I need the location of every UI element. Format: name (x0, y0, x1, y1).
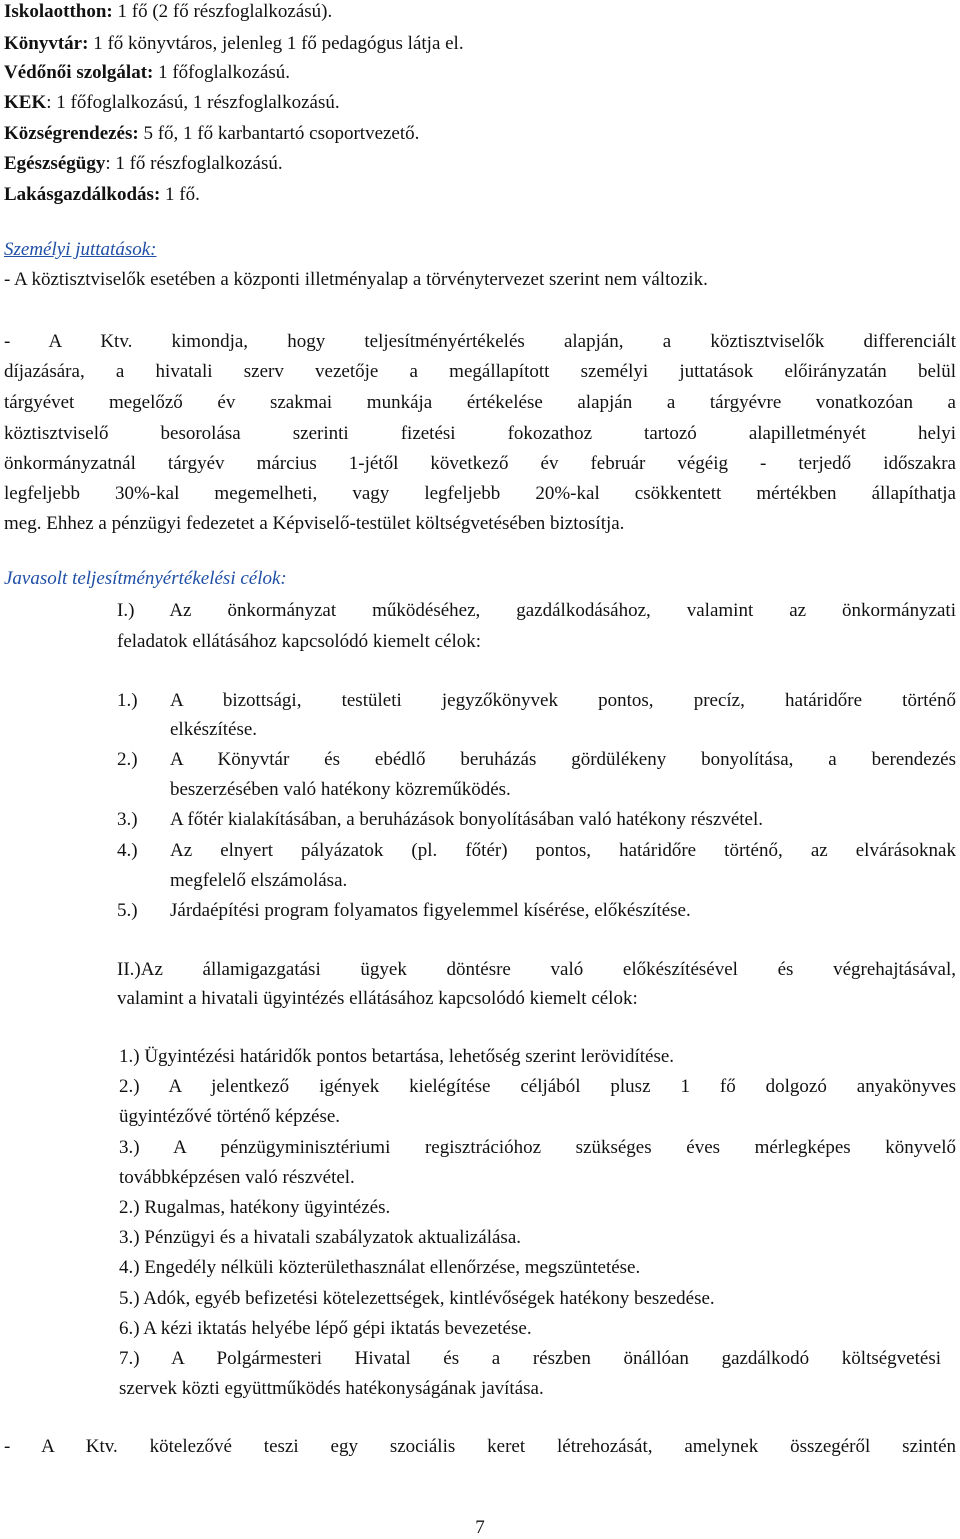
goal-ii-item: 6.) A kézi iktatás helyébe lépő gépi iktatás bevezetése. (119, 1318, 532, 1339)
goal-item-text: Járdaépítési program folyamatos figyelemmel kísérése, előkészítése. (170, 900, 691, 921)
closing-line: - A Ktv. kötelezővé teszi egy szociális keret létrehozását, amelynek összegéről szintén (4, 1436, 956, 1457)
paragraph-line: díjazására, a hivatali szerv vezetője a megállapított személyi juttatások előirányzatán belül (4, 361, 956, 382)
goal-ii-item: 5.) Adók, egyéb befizetési kötelezettségek, kintlévőségek hatékony beszedése. (119, 1288, 715, 1309)
goal-item-number: 2.) (117, 749, 138, 770)
paragraph-line: legfeljebb 30%-kal megemelheti, vagy legfeljebb 20%-kal csökkentett mértékben állapíthatja (4, 483, 956, 504)
goal-ii-item: 2.) A jelentkező igények kielégítése céljából plusz 1 fő dolgozó anyakönyves (119, 1076, 956, 1097)
goal-ii-item: 3.) Pénzügyi és a hivatali szabályzatok aktualizálása. (119, 1227, 522, 1248)
staff-line-health: Egészségügy: 1 fő részfoglalkozású. (4, 153, 283, 174)
goal-item-text: A Könyvtár és ebédlő beruházás gördülékeny bonyolítása, a berendezés (170, 749, 956, 770)
goal-item-number: 1.) (117, 690, 138, 711)
paragraph-line: köztisztviselő besorolása szerinti fizetési fokozathoz tartozó alapilletményét helyi (4, 423, 956, 444)
section-i-heading: I.) Az önkormányzat működéséhez, gazdálkodásához, valamint az önkormányzati (117, 600, 956, 621)
section-i-heading-cont: feladatok ellátásához kapcsolódó kiemelt célok: (117, 631, 482, 652)
staff-line-health-visitor: Védőnői szolgálat: 1 főfoglalkozású. (4, 62, 291, 83)
paragraph-line: - A Ktv. kimondja, hogy teljesítményértékelés alapján, a köztisztviselők differenciált (4, 331, 956, 352)
goal-ii-item-cont: továbbképzésen való részvétel. (119, 1167, 355, 1188)
staff-line-village-management: Községrendezés: 5 fő, 1 fő karbantartó csoportvezető. (4, 123, 420, 144)
goal-item-number: 4.) (117, 840, 138, 861)
goal-ii-item: 4.) Engedély nélküli közterülethasználat ellenőrzése, megszüntetése. (119, 1257, 641, 1278)
section-ii-heading-cont: valamint a hivatali ügyintézés ellátásához kapcsolódó kiemelt célok: (117, 988, 638, 1009)
page-number: 7 (475, 1517, 485, 1538)
goal-ii-item: 1.) Ügyintézési határidők pontos betartása, lehetőség szerint lerövidítése. (119, 1046, 675, 1067)
personal-benefits-heading: Személyi juttatások: (4, 239, 157, 260)
paragraph-line: meg. Ehhez a pénzügyi fedezetet a Képviselő-testület költségvetésében biztosítja. (4, 513, 625, 534)
goal-ii-item: 2.) Rugalmas, hatékony ügyintézés. (119, 1197, 391, 1218)
staff-line-housing: Lakásgazdálkodás: 1 fő. (4, 184, 200, 205)
goal-ii-item-cont: ügyintézővé történő képzése. (119, 1106, 341, 1127)
staff-line-kek: KEK: 1 főfoglalkozású, 1 részfoglalkozású. (4, 92, 340, 113)
paragraph-line: tárgyévet megelőző év szakmai munkája értékelése alapján a tárgyévre vonatkozóan a (4, 392, 956, 413)
goal-ii-item-cont: szervek közti együttműködés hatékonyságának javítása. (119, 1378, 544, 1399)
section-ii-heading: II.)Az államigazgatási ügyek döntésre való előkészítésével és végrehajtásával, (117, 959, 956, 980)
goal-ii-item: 7.) A Polgármesteri Hivatal és a részben önállóan gazdálkodó költségvetési (119, 1348, 941, 1369)
goal-ii-item: 3.) A pénzügyminisztériumi regisztrációhoz szükséges éves mérlegképes könyvelő (119, 1137, 956, 1158)
goal-item-text: Az elnyert pályázatok (pl. főtér) pontos, határidőre történő, az elvárásoknak (170, 840, 956, 861)
goal-item-number: 5.) (117, 900, 138, 921)
goal-item-text: A bizottsági, testületi jegyzőkönyvek pontos, precíz, határidőre történő (170, 690, 956, 711)
staff-line-school-care: Iskolaotthon: 1 fő (2 fő részfoglalkozású). (4, 1, 333, 22)
goal-item-number: 3.) (117, 809, 138, 830)
goal-item-text: beszerzésében való hatékony közreműködés. (170, 779, 511, 800)
paragraph-line: önkormányzatnál tárgyév március 1-jétől következő év február végéig - terjedő időszakra (4, 453, 956, 474)
goal-item-text: megfelelő elszámolása. (170, 870, 348, 891)
personal-benefits-line: - A köztisztviselők esetében a központi illetményalap a törvénytervezet szerint nem változik. (4, 269, 708, 290)
goal-item-text: A főtér kialakításában, a beruházások bonyolításában való hatékony részvétel. (170, 809, 763, 830)
staff-line-library: Könyvtár: 1 fő könyvtáros, jelenleg 1 fő pedagógus látja el. (4, 33, 464, 54)
goal-item-text: elkészítése. (170, 719, 258, 740)
goals-heading: Javasolt teljesítményértékelési célok: (4, 568, 287, 589)
